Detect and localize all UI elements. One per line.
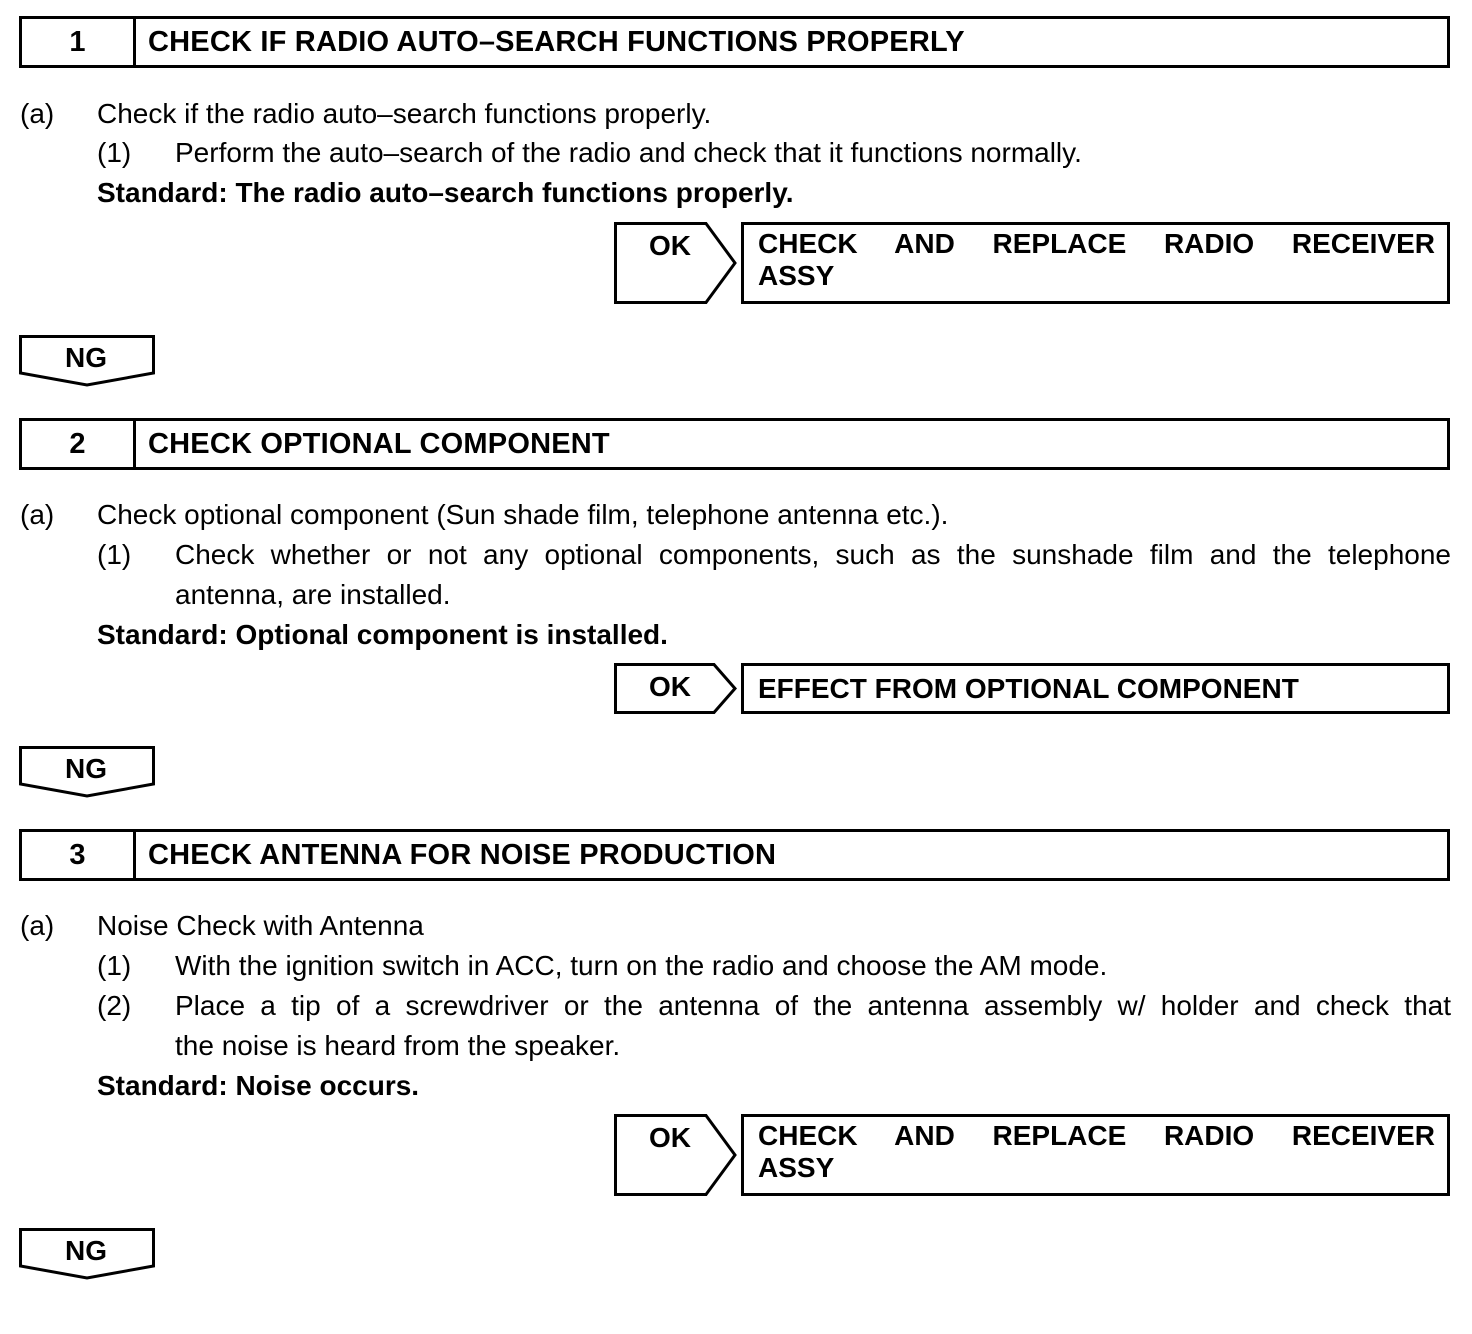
step-1-ok-label: OK bbox=[649, 230, 691, 261]
step-3-sub2-line1: Place a tip of a screwdriver or the antenna of the antenna assembly w/ holder and check that bbox=[175, 990, 1451, 1021]
step-1-a-text: Check if the radio auto–search functions properly. bbox=[97, 98, 712, 129]
step-3-result-line1: CHECK AND REPLACE RADIO RECEIVER bbox=[758, 1120, 1435, 1151]
step-2-sub1-line1: Check whether or not any optional components, such as the sunshade film and the telephone bbox=[175, 539, 1451, 570]
step-2-a-label: (a) bbox=[20, 499, 55, 530]
step-2-standard: Standard: Optional component is installed. bbox=[97, 619, 668, 650]
step-3-sub1-text: With the ignition switch in ACC, turn on the radio and choose the AM mode. bbox=[175, 950, 1108, 981]
step-1-ng-label: NG bbox=[65, 342, 107, 373]
step-3-sub2-label: (2) bbox=[97, 990, 132, 1021]
step-1-a-label: (a) bbox=[20, 98, 55, 129]
step-2-title: CHECK OPTIONAL COMPONENT bbox=[148, 427, 610, 460]
step-3-result-line2: ASSY bbox=[758, 1152, 835, 1183]
step-3-sub1-label: (1) bbox=[97, 950, 132, 981]
step-1-result-line1: CHECK AND REPLACE RADIO RECEIVER bbox=[758, 228, 1435, 259]
step-3-number: 3 bbox=[22, 832, 136, 878]
step-1-sub1-text: Perform the auto–search of the radio and check that it functions normally. bbox=[175, 137, 1082, 168]
step-3-header bbox=[19, 829, 1450, 881]
step-2-ng-label: NG bbox=[65, 753, 107, 784]
step-3-a-text: Noise Check with Antenna bbox=[97, 910, 424, 941]
step-3-ok-label: OK bbox=[649, 1122, 691, 1153]
step-1-header bbox=[19, 16, 1450, 68]
step-2-sub1-text bbox=[175, 535, 1451, 615]
step-3-ng-label: NG bbox=[65, 1235, 107, 1266]
step-3-result-box bbox=[741, 1114, 1450, 1196]
step-2-a-text: Check optional component (Sun shade film, telephone antenna etc.). bbox=[97, 499, 949, 530]
step-2-number: 2 bbox=[22, 421, 136, 467]
step-1-title: CHECK IF RADIO AUTO–SEARCH FUNCTIONS PROPERLY bbox=[148, 25, 965, 58]
step-3-sub2-text bbox=[175, 986, 1451, 1066]
step-3-a-label: (a) bbox=[20, 910, 55, 941]
step-2-result-box bbox=[741, 663, 1450, 714]
step-1-number: 1 bbox=[22, 19, 136, 65]
step-2-sub1-line2: antenna, are installed. bbox=[175, 579, 451, 610]
step-2-sub1-label: (1) bbox=[97, 539, 132, 570]
step-3-standard: Standard: Noise occurs. bbox=[97, 1070, 420, 1101]
step-3-sub2-line2: the noise is heard from the speaker. bbox=[175, 1030, 621, 1061]
step-1-sub1-label: (1) bbox=[97, 137, 132, 168]
step-1-result-box bbox=[741, 222, 1450, 304]
step-1-standard: Standard: The radio auto–search functions properly. bbox=[97, 177, 794, 208]
step-1-result-line2: ASSY bbox=[758, 260, 835, 291]
step-2-ok-label: OK bbox=[649, 671, 691, 702]
step-2-header bbox=[19, 418, 1450, 470]
step-2-result-line1: EFFECT FROM OPTIONAL COMPONENT bbox=[758, 673, 1299, 704]
step-3-title: CHECK ANTENNA FOR NOISE PRODUCTION bbox=[148, 838, 777, 871]
